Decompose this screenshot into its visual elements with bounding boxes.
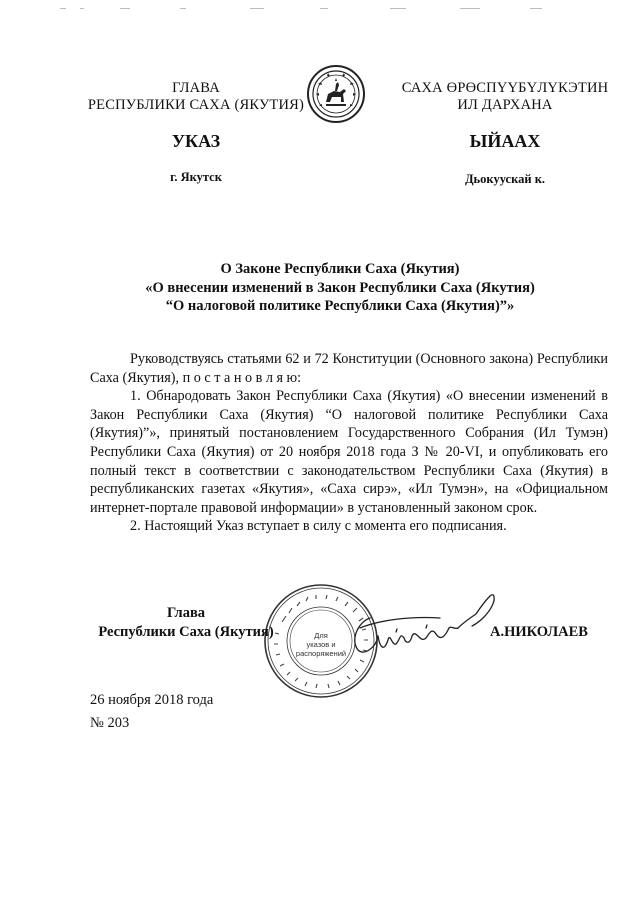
issuer-title-ru <box>86 80 306 114</box>
body-intro: Руководствуясь статьями 62 и 72 Конституции (Основного закона) Республики Саха (Якутия), п о с т а н о в л я ю: <box>90 351 608 386</box>
body-item-1: 1. Обнародовать Закон Республики Саха (Якутия) «О внесении изменений в Закон Республики Саха (Якутия) “О налоговой политике Республики Саха (Якутия)”», принятый постановлением Государственного Собрания (Ил Тумэн) Республики Саха (Якутия) от 20 ноября 2018 года З № 20-VI, и опубликовать его полный текст в соответствии с законодательством Республики Саха (Якутия) в республиканских газетах «Якутия», «Саха сирэ», «Ил Тумэн», на «Официальном интернет-портале правовой информации» в установленный законом срок. <box>90 388 608 516</box>
issuer-title-sakha <box>395 80 615 114</box>
issuer-line-2: РЕСПУБЛИКИ САХА (ЯКУТИЯ) <box>87 97 305 113</box>
doc-type-ru: УКАЗ <box>171 131 221 151</box>
city-ru: г. Якутск <box>170 170 222 184</box>
doc-type-sakha: ЫЙААХ <box>469 131 541 151</box>
city-sakha: Дьокуускай к. <box>464 172 546 186</box>
signatory-title-line-2: Республики Саха (Якутия) <box>98 624 274 640</box>
seal-center-line-2: указов и <box>306 640 336 649</box>
title-line-1: О Законе Республики Саха (Якутия) <box>220 261 460 277</box>
coat-of-arms-emblem <box>306 64 366 124</box>
seal-center-line-1: Для <box>314 631 328 640</box>
body-item-2: 2. Настоящий Указ вступает в силу с момента его подписания. <box>130 518 507 535</box>
signatory-title <box>86 604 286 642</box>
issuer-line-1-sakha: САХА ӨРӨСПҮҮБҮЛҮКЭТИН <box>401 80 609 96</box>
signatory-title-line-1: Глава <box>166 605 206 621</box>
decree-number: № 203 <box>90 715 130 731</box>
decree-body <box>90 350 608 536</box>
signatory-name: А.НИКОЛАЕВ <box>490 624 588 640</box>
title-line-3: “О налоговой политике Республики Саха (Якутия)”» <box>165 298 515 314</box>
decree-title <box>60 260 620 316</box>
scan-artifact <box>60 6 580 12</box>
decree-date: 26 ноября 2018 года <box>90 692 214 708</box>
issuer-line-1: ГЛАВА <box>172 80 220 96</box>
issuer-line-2-sakha: ИЛ ДАРХАНА <box>457 97 553 113</box>
title-line-2: «О внесении изменений в Закон Республики Саха (Якутия) <box>145 279 535 296</box>
seal-center-line-3: распоряжений <box>295 649 347 658</box>
